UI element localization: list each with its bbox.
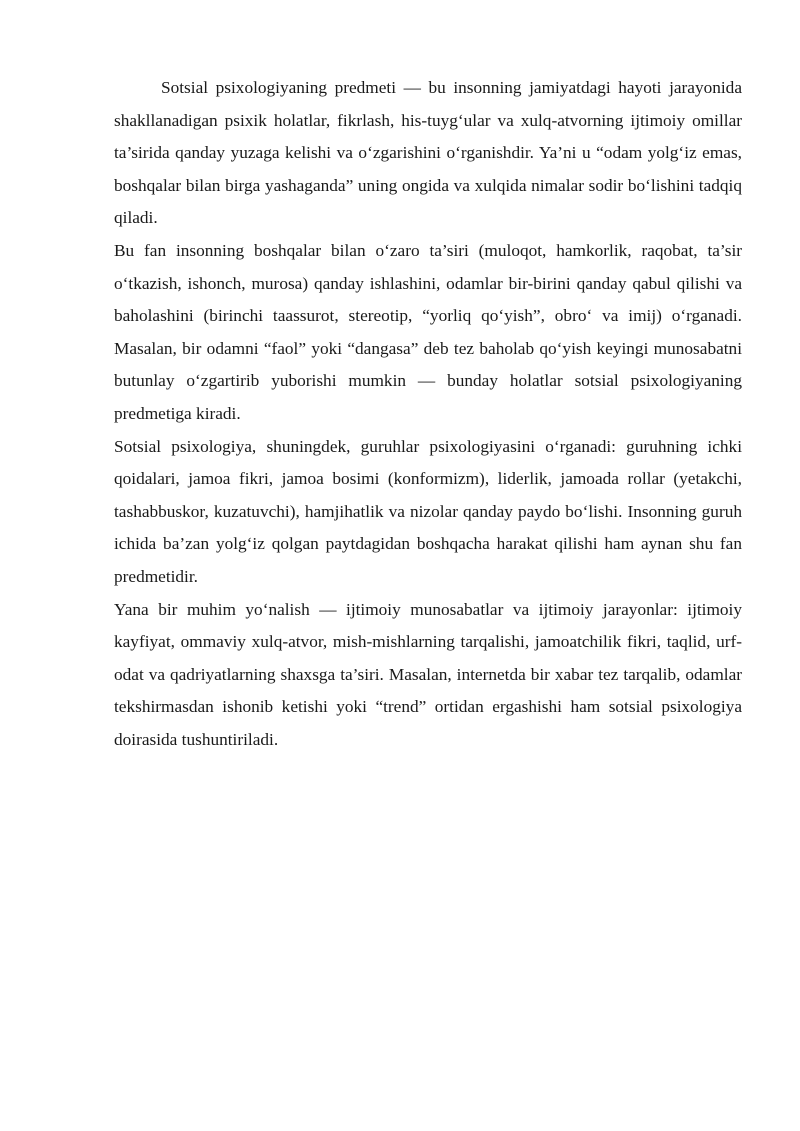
body-text: [114, 72, 742, 756]
paragraph-subject-definition: Sotsial psixologiyaning predmeti — bu insonning jamiyatdagi hayoti jarayonida shakllanadigan psixik holatlar, fikrlash, his-tuyg‘ular va xulq-atvorning ijtimoiy omillar ta’sirida qanday yuzaga kelishi va o‘zgarishini o‘rganishdir. Ya’ni u “odam yolg‘iz emas, boshqalar bilan birga yashaganda” uning ongida va xulqida nimalar sodir bo‘lishini tadqiq qiladi.: [114, 78, 742, 228]
paragraph-interaction: Bu fan insonning boshqalar bilan o‘zaro ta’siri (muloqot, hamkorlik, raqobat, ta’sir o‘tkazish, ishonch, murosa) qanday ishlashini, odamlar bir-birini qanday qabul qilishi va baholashini (birinchi taassurot, stereotip, “yorliq qo‘yish”, obro‘ va imij) o‘rganadi. Masalan, bir odamni “faol” yoki “dangasa” deb tez baholab qo‘yish keyingi munosabatni butunlay o‘zgartirib yuborishi mumkin — bunday holatlar sotsial psixologiyaning predmetiga kiradi.: [114, 240, 742, 423]
paragraph-group-psychology: Sotsial psixologiya, shuningdek, guruhlar psixologiyasini o‘rganadi: guruhning ichki qoidalari, jamoa fikri, jamoa bosimi (konformizm), liderlik, jamoada rollar (yetakchi, tashabbuskor, kuzatuvchi), hamjihatlik va nizolar qanday paydo bo‘lishi. Insonning guruh ichida ba’zan yolg‘iz qolgan paytdagidan boshqacha harakat qilishi ham aynan shu fan predmetidir.: [114, 436, 742, 586]
paragraph-social-processes: Yana bir muhim yo‘nalish — ijtimoiy munosabatlar va ijtimoiy jarayonlar: ijtimoiy kayfiyat, ommaviy xulq-atvor, mish-mishlarning tarqalishi, jamoatchilik fikri, taqlid, urf-odat va qadriyatlarning shaxsga ta’siri. Masalan, internetda bir xabar tez tarqalib, odamlar tekshirmasdan ishonib ketishi yoki “trend” ortidan ergashishi ham sotsial psixologiya doirasida tushuntiriladi.: [114, 599, 742, 749]
